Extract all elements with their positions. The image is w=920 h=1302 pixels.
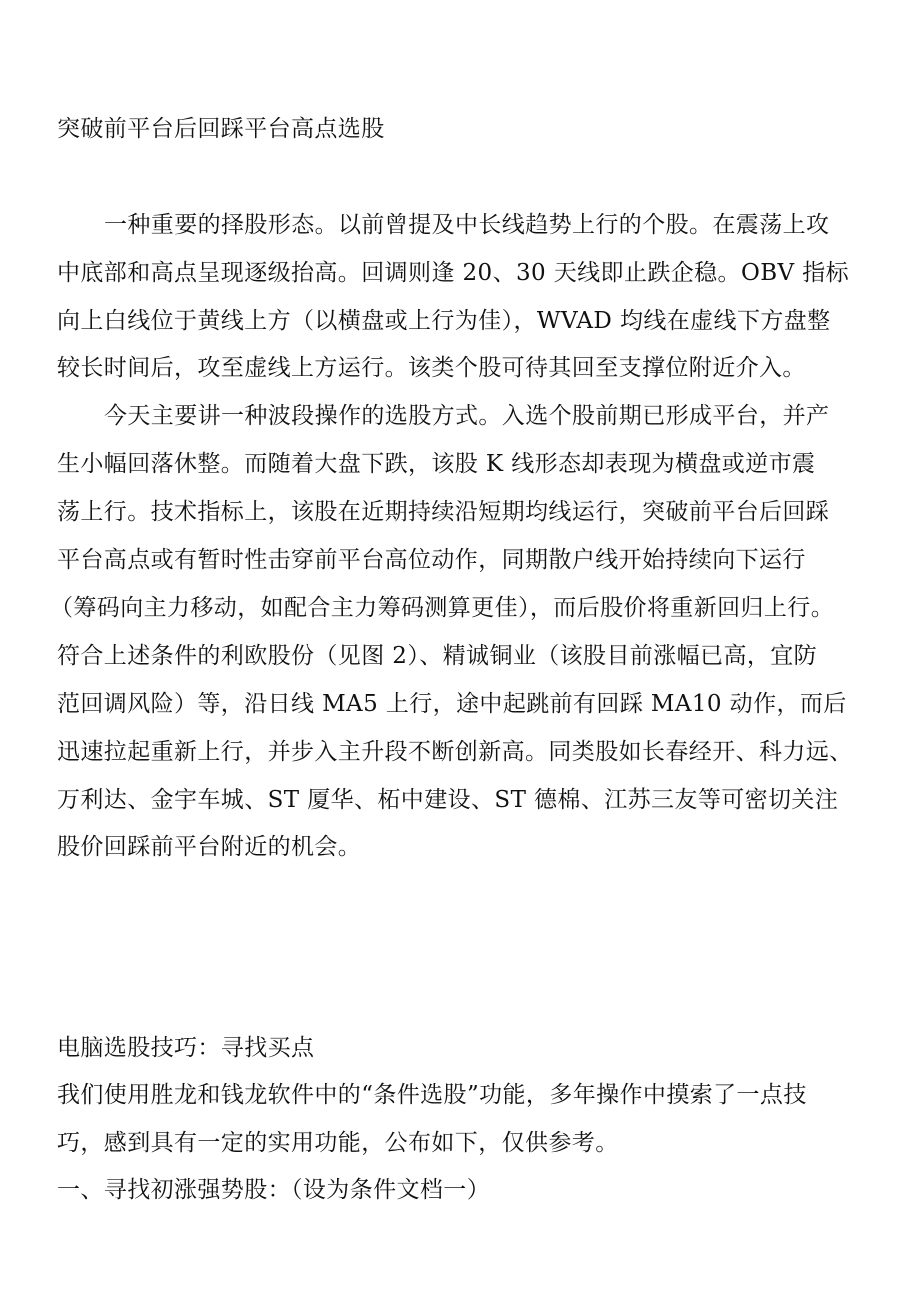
paragraph-line: 荡上行。技术指标上，该股在近期持续沿短期均线运行，突破前平台后回踩 — [57, 499, 830, 525]
paragraph-line: 万利达、金宇车城、ST 厦华、柘中建设、ST 德棉、江苏三友等可密切关注 — [57, 787, 839, 813]
paragraph-line: 我们使用胜龙和钱龙软件中的“条件选股”功能，多年操作中摸索了一点技 — [57, 1082, 807, 1108]
paragraph-line: 生小幅回落休整。而随着大盘下跌，该股 K 线形态却表现为横盘或逆市震 — [57, 451, 816, 477]
paragraph-line: 较长时间后，攻至虚线上方运行。该类个股可待其回至支撑位附近介入。 — [57, 355, 806, 381]
section2-item1: 一、寻找初涨强势股：（设为条件文档一） — [57, 1177, 491, 1203]
paragraph-line: 范回调风险）等，沿日线 MA5 上行，途中起跳前有回踩 MA10 动作，而后 — [57, 691, 847, 717]
paragraph-line: （筹码向主力移动，如配合主力筹码测算更佳），而后股价将重新回归上行。 — [50, 595, 835, 621]
paragraph-line: 股价回踩前平台附近的机会。 — [57, 834, 362, 860]
section2-title: 电脑选股技巧：寻找买点 — [57, 1035, 315, 1061]
section1-title: 突破前平台后回踩平台高点选股 — [57, 116, 385, 142]
paragraph-line: 迅速拉起重新上行，并步入主升段不断创新高。同类股如长春经开、科力远、 — [57, 739, 853, 765]
paragraph-line: 一种重要的择股形态。以前曾提及中长线趋势上行的个股。在震荡上攻 — [104, 212, 830, 238]
paragraph-line: 平台高点或有暂时性击穿前平台高位动作，同期散户线开始持续向下运行 — [57, 547, 806, 573]
paragraph-line: 中底部和高点呈现逐级抬高。回调则逢 20、30 天线即止跌企稳。OBV 指标 — [57, 260, 850, 286]
paragraph-line: 巧，感到具有一定的实用功能，公布如下，仅供参考。 — [57, 1130, 619, 1156]
paragraph-line: 今天主要讲一种波段操作的选股方式。入选个股前期已形成平台，并产 — [104, 403, 830, 429]
paragraph-line: 符合上述条件的利欧股份（见图 2）、精诚铜业（该股目前涨幅已高，宜防 — [57, 643, 818, 669]
paragraph-line: 向上白线位于黄线上方（以横盘或上行为佳），WVAD 均线在虚线下方盘整 — [57, 308, 831, 334]
